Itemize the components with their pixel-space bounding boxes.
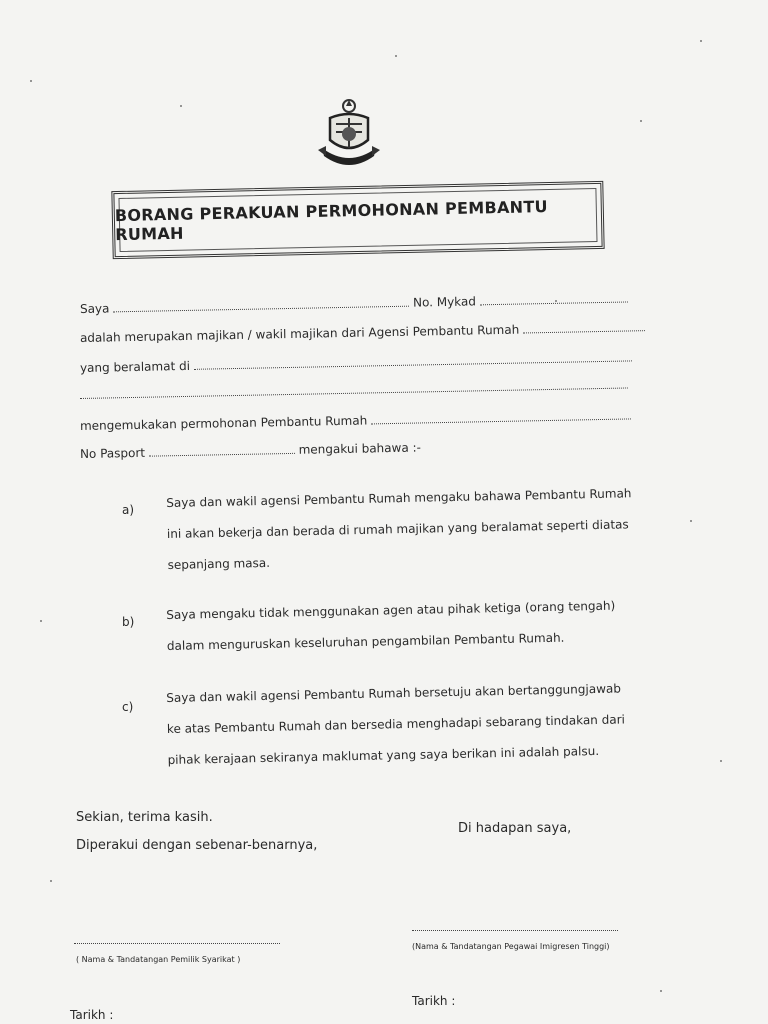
passport-field[interactable] xyxy=(149,443,295,457)
owner-caption: ( Nama & Tandatangan Pemilik Syarikat ) xyxy=(76,955,241,964)
before-me-text: Di hadapan saya, xyxy=(458,821,572,836)
officer-caption: (Nama & Tandatangan Pegawai Imigresen Tinggi) xyxy=(412,942,610,951)
address-label: yang beralamat di xyxy=(79,358,191,375)
address-field-2[interactable] xyxy=(80,387,628,399)
owner-date-label: Tarikh : xyxy=(70,1008,114,1022)
item-c-letter: c) xyxy=(122,700,134,714)
item-c-text: Saya dan wakil agensi Pembantu Rumah bersetuju akan bertanggungjawab ke atas Pembantu Rumah dan bersedia menghadapi sebarang tindakan dari pihak kerajaan sekiranya maklumat yang saya berikan ini adalah palsu. xyxy=(166,681,626,767)
form-title: BORANG PERAKUAN PERMOHONAN PEMBANTU RUMAH xyxy=(114,197,549,245)
item-b-text: Saya mengaku tidak menggunakan agen atau pihak ketiga (orang tengah) dalam menguruskan keseluruhan pengambilan Pembantu Rumah. xyxy=(166,598,616,653)
application-text: mengemukakan permohonan Pembantu Rumah xyxy=(79,413,368,433)
address-line xyxy=(80,350,632,375)
address-field[interactable] xyxy=(194,350,632,369)
application-line xyxy=(80,408,631,433)
item-a-text: Saya dan wakil agensi Pembantu Rumah mengaku bahawa Pembantu Rumah ini akan bekerja dan berada di rumah majikan yang beralamat seperti diatas sepanjang masa. xyxy=(166,486,632,572)
passport-label: No Pasport xyxy=(79,445,146,461)
item-b-letter: b) xyxy=(122,615,135,629)
helper-name-field[interactable] xyxy=(371,408,631,424)
mykad-field[interactable] xyxy=(480,291,628,305)
thanks-text: Sekian, terima kasih. xyxy=(76,810,213,825)
declared-text: Diperakui dengan sebenar-benarnya, xyxy=(76,838,318,853)
crest-emblem xyxy=(316,96,382,176)
mykad-label: No. Mykad xyxy=(412,294,477,310)
employer-text: adalah merupakan majikan / wakil majikan dari Agensi Pembantu Rumah xyxy=(79,322,520,345)
mengakui-text: mengakui bahawa :- xyxy=(298,440,422,457)
saya-label: Saya xyxy=(79,301,110,316)
title-box xyxy=(111,181,604,259)
employer-line xyxy=(80,320,645,345)
officer-signature-line[interactable] xyxy=(412,930,618,931)
passport-line xyxy=(80,440,421,461)
owner-signature-line[interactable] xyxy=(74,943,280,944)
saya-line xyxy=(80,291,628,316)
officer-date-label: Tarikh : xyxy=(412,994,456,1008)
agency-field[interactable] xyxy=(523,320,645,333)
name-field[interactable] xyxy=(113,296,409,313)
item-a-letter: a) xyxy=(122,503,135,517)
